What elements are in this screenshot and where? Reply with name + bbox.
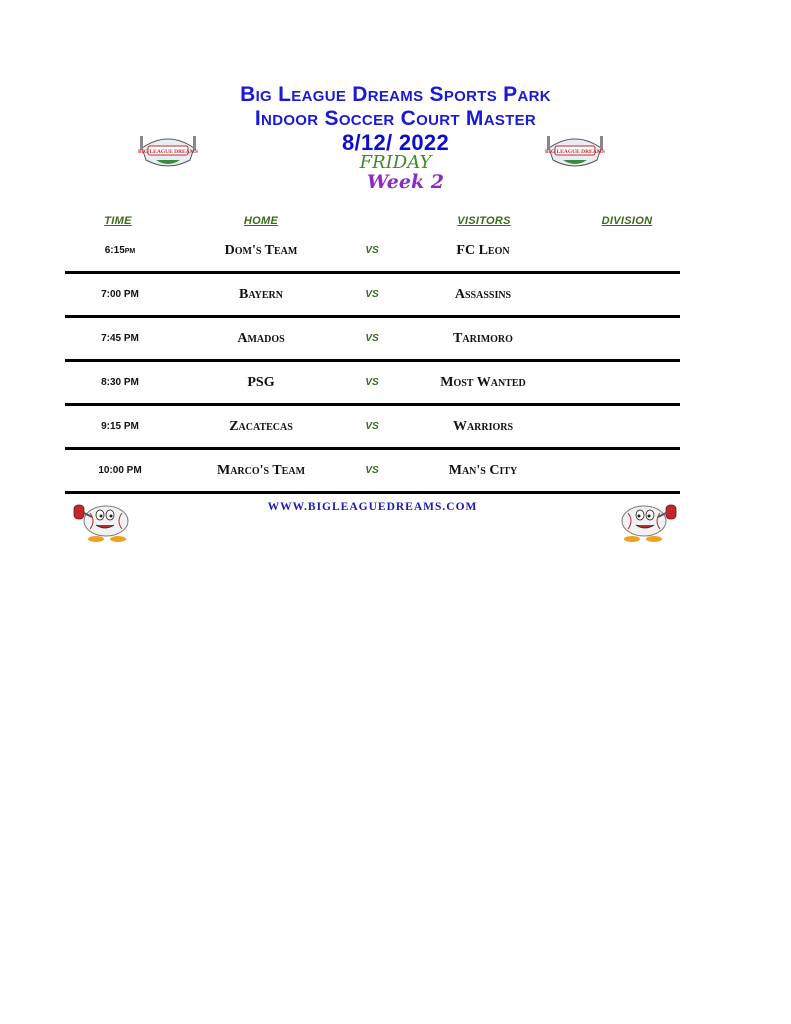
table-row xyxy=(65,362,680,406)
game-time: 7:45 PM xyxy=(101,333,139,344)
table-row xyxy=(65,230,680,274)
home-team: Bayern xyxy=(239,287,283,302)
game-time: 10:00 PM xyxy=(98,465,142,476)
versus-label: VS xyxy=(365,333,379,344)
game-time: 9:15 PM xyxy=(101,421,139,432)
column-header-home: HOME xyxy=(243,215,279,227)
versus-label: VS xyxy=(365,289,379,300)
baseball-mascot-icon xyxy=(66,497,138,543)
row-divider xyxy=(65,491,680,494)
visitor-team: Tarimoro xyxy=(453,331,513,346)
column-header-visitors: VISITORS xyxy=(457,215,511,227)
baseball-mascot-icon xyxy=(612,497,684,543)
home-team: Amados xyxy=(237,331,285,346)
table-row xyxy=(65,450,680,494)
column-header-division: DIVISION xyxy=(601,215,653,227)
schedule-week: Week 2 xyxy=(367,171,444,193)
stadium-logo-icon xyxy=(138,132,198,170)
home-team: Marco's Team xyxy=(216,463,306,478)
game-time: 7:00 PM xyxy=(101,289,139,300)
logo-text: BIG LEAGUE DREAMS xyxy=(545,149,605,155)
schedule-date: 8/12/ 2022 xyxy=(342,130,449,155)
versus-label: VS xyxy=(365,421,379,432)
website-link[interactable]: WWW.BIGLEAGUEDREAMS.COM xyxy=(267,501,478,513)
column-header-time: TIME xyxy=(104,215,132,227)
stadium-logo-icon xyxy=(545,132,605,170)
page-subtitle: Indoor Soccer Court Master xyxy=(254,107,537,130)
table-row xyxy=(65,318,680,362)
game-time: 6:15pm xyxy=(104,245,136,256)
home-team: Zacatecas xyxy=(229,419,293,434)
versus-label: VS xyxy=(365,465,379,476)
visitor-team: Man's City xyxy=(448,463,518,478)
visitor-team: Warriors xyxy=(452,419,514,434)
table-row xyxy=(65,406,680,450)
home-team: PSG xyxy=(247,375,275,390)
table-row xyxy=(65,274,680,318)
logo-text: BIG LEAGUE DREAMS xyxy=(138,149,198,155)
page-title: Big League Dreams Sports Park xyxy=(240,83,551,106)
schedule-day: FRIDAY xyxy=(359,152,432,173)
versus-label: VS xyxy=(365,245,379,256)
visitor-team: Most Wanted xyxy=(440,375,526,390)
game-time: 8:30 PM xyxy=(101,377,139,388)
versus-label: VS xyxy=(365,377,379,388)
visitor-team: Assassins xyxy=(454,287,512,302)
visitor-team: FC Leon xyxy=(456,243,510,258)
home-team: Dom's Team xyxy=(224,243,298,258)
